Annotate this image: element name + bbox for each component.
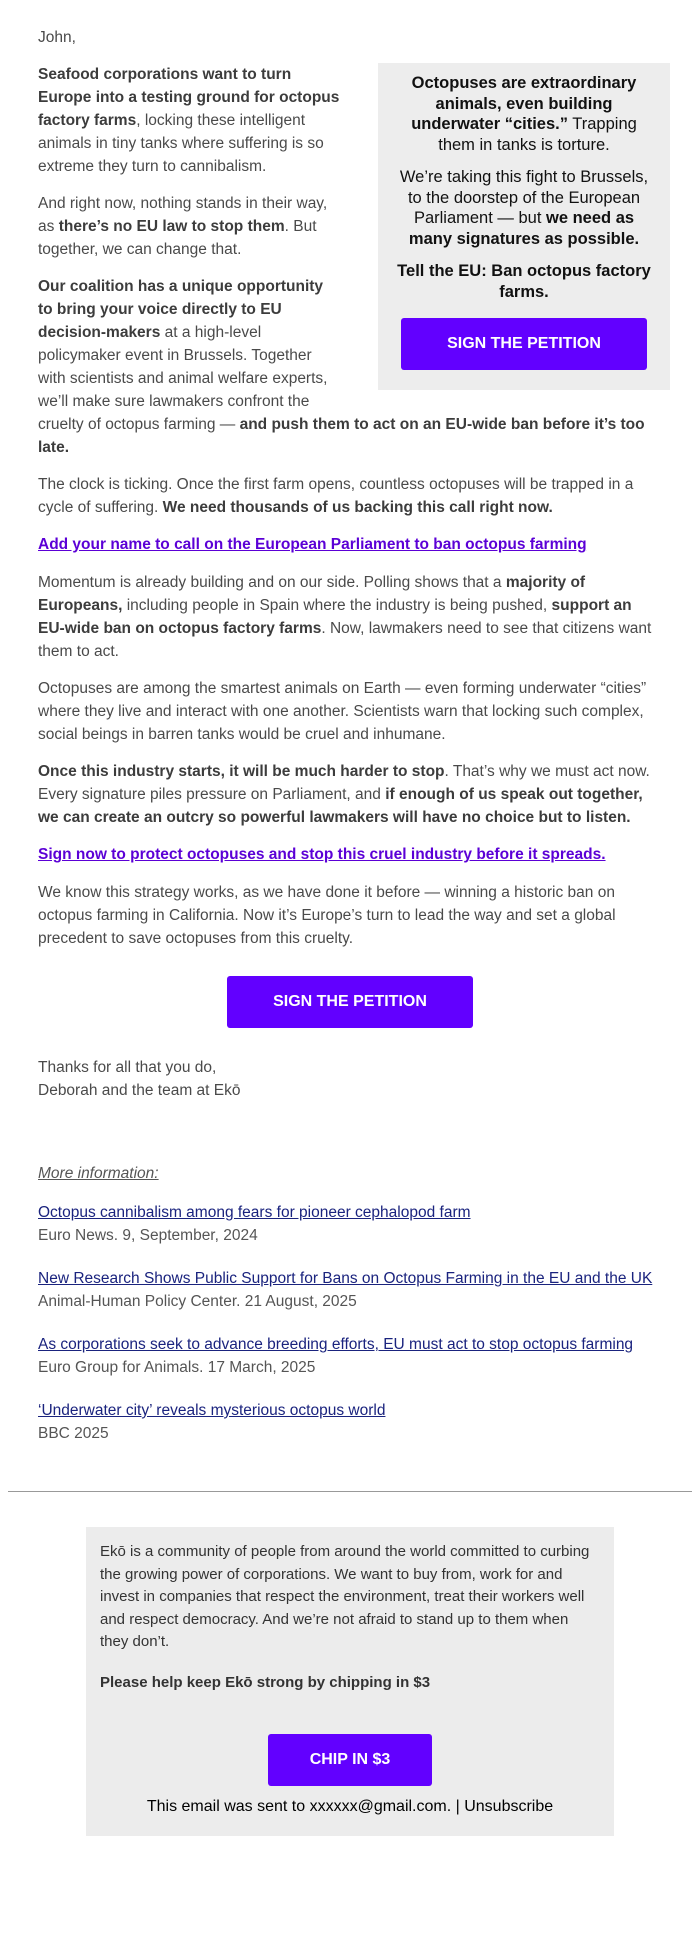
callout-p2-text: We’re taking this fight to Brussels, to the doorstep of the European Parliament — but (399, 168, 649, 227)
more-info-title: More information: (38, 1165, 159, 1182)
p5-bold-2: support an EU-wide ban on octopus factory farms (38, 597, 632, 637)
signoff (38, 1056, 662, 1102)
p1-bold: Seafood corporations want to turn Europe into a testing ground for octopus factory farms (38, 66, 340, 129)
chip-in-button[interactable]: CHIP IN $3 (268, 1734, 432, 1786)
p2-bold: there’s no EU law to stop them (58, 218, 285, 235)
p3-bold-2: and push them to act on an EU-wide ban before it’s too late. (38, 416, 645, 456)
reference-item (38, 1399, 662, 1445)
callout-box (378, 63, 670, 390)
p2-a: And right now, nothing stands in their way, as (38, 195, 328, 235)
sign-petition-button-top[interactable]: SIGN THE PETITION (401, 318, 647, 370)
p3-a: at a high-level policymaker event in Brussels. Together with scientists and animal welfare experts, we’ll make sure lawmakers confront the cruelty of octopus farming — (38, 324, 328, 433)
paragraph-6: Octopuses are among the smartest animals on Earth — even forming underwater “cities” where they live and interact with one another. Scientists warn that locking such complex, social beings in barren tanks would be cruel and inhumane. (38, 680, 647, 743)
paragraph-4 (38, 473, 662, 519)
footer-about: Ekō is a community of people from around the world committed to curbing the growing power of corporations. We want to buy from, work for and invest in companies that respect the environment, treat their workers well and respect democracy. And we’re not afraid to stand up to them when they don’t. (100, 1543, 590, 1650)
p3-bold: Our coalition has a unique opportunity to bring your voice directly to EU decision-makers (38, 278, 324, 341)
p5-b: including people in Spain where the industry is being pushed, (122, 597, 552, 614)
p4-a: The clock is ticking. Once the first farm opens, countless octopuses will be trapped in a cycle of suffering. (38, 476, 634, 516)
greeting: John, (38, 29, 76, 46)
paragraph-8: We know this strategy works, as we have done it before — winning a historic ban on octopus farming in California. Now it’s Europe’s turn to lead the way and set a global precedent to save octopuses from this cruelty. (38, 884, 616, 947)
sign-now-link[interactable]: Sign now to protect octopuses and stop this cruel industry before it spreads. (38, 846, 606, 863)
p5-a: Momentum is already building and on our side. Polling shows that a (38, 574, 506, 591)
reference-source: Euro Group for Animals. 17 March, 2025 (38, 1359, 316, 1376)
p7-bold-1: Once this industry starts, it will be much harder to stop (38, 763, 445, 780)
footer-panel (86, 1527, 614, 1836)
callout-p2-bold: we need as many signatures as possible. (408, 209, 640, 248)
add-name-link[interactable]: Add your name to call on the European Parliament to ban octopus farming (38, 536, 587, 553)
thanks-line: Thanks for all that you do, (38, 1059, 217, 1076)
footer-divider (8, 1491, 692, 1492)
reference-item (38, 1201, 662, 1247)
p2-b: . But together, we can change that. (38, 218, 317, 258)
reference-source: BBC 2025 (38, 1425, 109, 1442)
callout-p1-rest: Trapping them in tanks is torture. (438, 115, 637, 154)
chip-in-button-wrap (100, 1734, 600, 1786)
p1-rest: , locking these intelligent animals in tiny tanks where suffering is so extreme they turn to cannibalism. (38, 112, 324, 175)
reference-item (38, 1333, 662, 1379)
p5-c: . Now, lawmakers need to see that citizens want them to act. (38, 620, 652, 660)
reference-link[interactable]: ‘Underwater city’ reveals mysterious octopus world (38, 1402, 386, 1419)
unsubscribe-link[interactable]: Unsubscribe (464, 1798, 554, 1815)
callout-p3-bold: Tell the EU: Ban octopus factory farms. (397, 262, 651, 301)
email-body (38, 26, 662, 1465)
paragraph-7 (38, 760, 662, 829)
callout-paragraph-1 (394, 73, 654, 155)
paragraph-5 (38, 571, 662, 663)
reference-item (38, 1267, 662, 1313)
callout-paragraph-3 (394, 261, 654, 302)
sent-to-text: This email was sent to xxxxxx@gmail.com. (146, 1798, 452, 1815)
sign-petition-button[interactable]: SIGN THE PETITION (227, 976, 473, 1028)
reference-link[interactable]: New Research Shows Public Support for Bans on Octopus Farming in the EU and the UK (38, 1270, 653, 1287)
petition-button-wrap (38, 976, 662, 1028)
separator: | (451, 1798, 465, 1815)
reference-source: Euro News. 9, September, 2024 (38, 1227, 258, 1244)
reference-source: Animal-Human Policy Center. 21 August, 2025 (38, 1293, 357, 1310)
signature-line: Deborah and the team at Ekō (38, 1082, 241, 1099)
footer-ask: Please help keep Ekō strong by chipping in $3 (100, 1673, 431, 1691)
more-info-section (38, 1162, 662, 1445)
p4-bold: We need thousands of us backing this call right now. (162, 499, 553, 516)
p5-bold-1: majority of Europeans, (38, 574, 586, 614)
reference-link[interactable]: Octopus cannibalism among fears for pioneer cephalopod farm (38, 1204, 471, 1221)
footer-note (100, 1796, 600, 1819)
reference-link[interactable]: As corporations seek to advance breeding efforts, EU must act to stop octopus farming (38, 1336, 634, 1353)
callout-paragraph-2 (394, 167, 654, 249)
p7-a: . That’s why we must act now. Every signature piles pressure on Parliament, and (38, 763, 650, 803)
p7-bold-2: if enough of us speak out together, we can create an outcry so powerful lawmakers will have no choice but to listen. (38, 786, 643, 826)
callout-p1-bold: Octopuses are extraordinary animals, even building underwater “cities.” (411, 74, 637, 133)
